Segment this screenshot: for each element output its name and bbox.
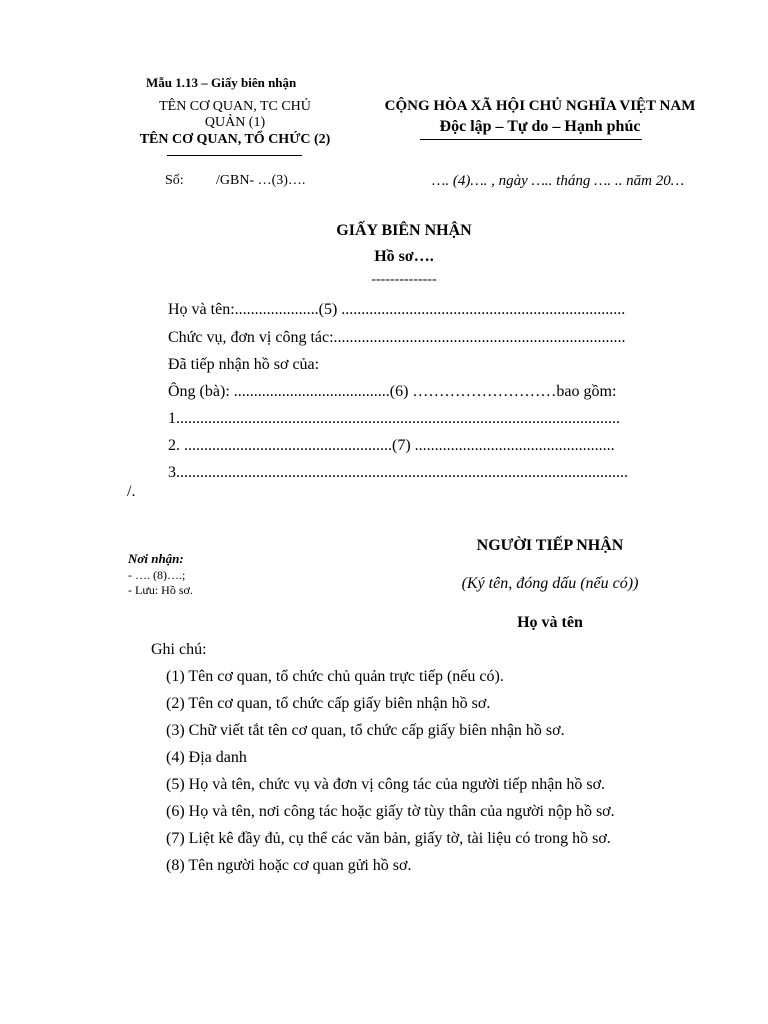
- note-item-8: (8) Tên người hoặc cơ quan gửi hồ sơ.: [166, 857, 412, 874]
- note-item-1: (1) Tên cơ quan, tổ chức chủ quản trực tiếp (nếu có).: [166, 668, 504, 685]
- recipient-line-1: - …. (8)….;: [128, 568, 186, 582]
- document-title: GIẤY BIÊN NHẬN: [336, 222, 472, 239]
- motto: Độc lập – Tự do – Hạnh phúc: [439, 118, 641, 135]
- form-code: Mẫu 1.13 – Giấy biên nhận: [146, 75, 297, 90]
- note-item-2: (2) Tên cơ quan, tổ chức cấp giấy biên nhận hồ sơ.: [166, 695, 491, 712]
- document-item-1: 1...............................................................................................................: [168, 410, 620, 427]
- parent-agency-line1: TÊN CƠ QUAN, TC CHỦ: [159, 99, 311, 114]
- note-item-5: (5) Họ và tên, chức vụ và đơn vị công tác của người tiếp nhận hồ sơ.: [166, 776, 606, 793]
- note-item-3: (3) Chữ viết tắt tên cơ quan, tổ chức cấp giấy biên nhận hồ sơ.: [166, 722, 565, 739]
- signer-instruction: (Ký tên, đóng dấu (nếu có)): [461, 575, 639, 592]
- field-position-unit: Chức vụ, đơn vị công tác:.........................................................................: [168, 329, 626, 346]
- nation-name: CỘNG HÒA XÃ HỘI CHỦ NGHĨA VIỆT NAM: [384, 98, 696, 114]
- document-subtitle: Hồ sơ….: [374, 248, 434, 265]
- recipient-label: Nơi nhận:: [128, 551, 184, 566]
- note-item-7: (7) Liệt kê đầy đủ, cụ thể các văn bản, giấy tờ, tài liệu có trong hồ sơ.: [166, 830, 611, 847]
- end-mark: /.: [127, 483, 136, 500]
- place-date: …. (4)…. , ngày ….. tháng …. .. năm 20…: [432, 173, 685, 189]
- recipient-line-2: - Lưu: Hồ sơ.: [128, 583, 193, 597]
- document-item-2: 2. ....................................................(7) ..................................................: [168, 437, 615, 454]
- note-item-6: (6) Họ và tên, nơi công tác hoặc giấy tờ tùy thân của người nộp hồ sơ.: [166, 803, 615, 820]
- note-item-4: (4) Địa danh: [166, 749, 247, 766]
- organization-name: TÊN CƠ QUAN, TỔ CHỨC (2): [139, 132, 331, 147]
- motto-underline: [420, 139, 642, 140]
- field-full-name: Họ và tên:.....................(5) .......................................................................: [168, 301, 626, 318]
- parent-agency-line2: QUẢN (1): [204, 115, 266, 130]
- notes-heading: Ghi chú:: [151, 641, 207, 658]
- document-item-3: 3.................................................................................................................: [168, 464, 628, 481]
- received-from-label: Đã tiếp nhận hồ sơ của:: [168, 356, 320, 373]
- number-label: Số:: [165, 173, 184, 188]
- document-number: /GBN- …(3)….: [216, 173, 306, 188]
- signer-name: Họ và tên: [517, 614, 583, 631]
- signer-title: NGƯỜI TIẾP NHẬN: [476, 537, 624, 554]
- title-divider: --------------: [371, 272, 437, 287]
- organization-underline: [167, 155, 302, 156]
- field-submitter: Ông (bà): .......................................(6) ………………………bao gồm:: [168, 383, 617, 400]
